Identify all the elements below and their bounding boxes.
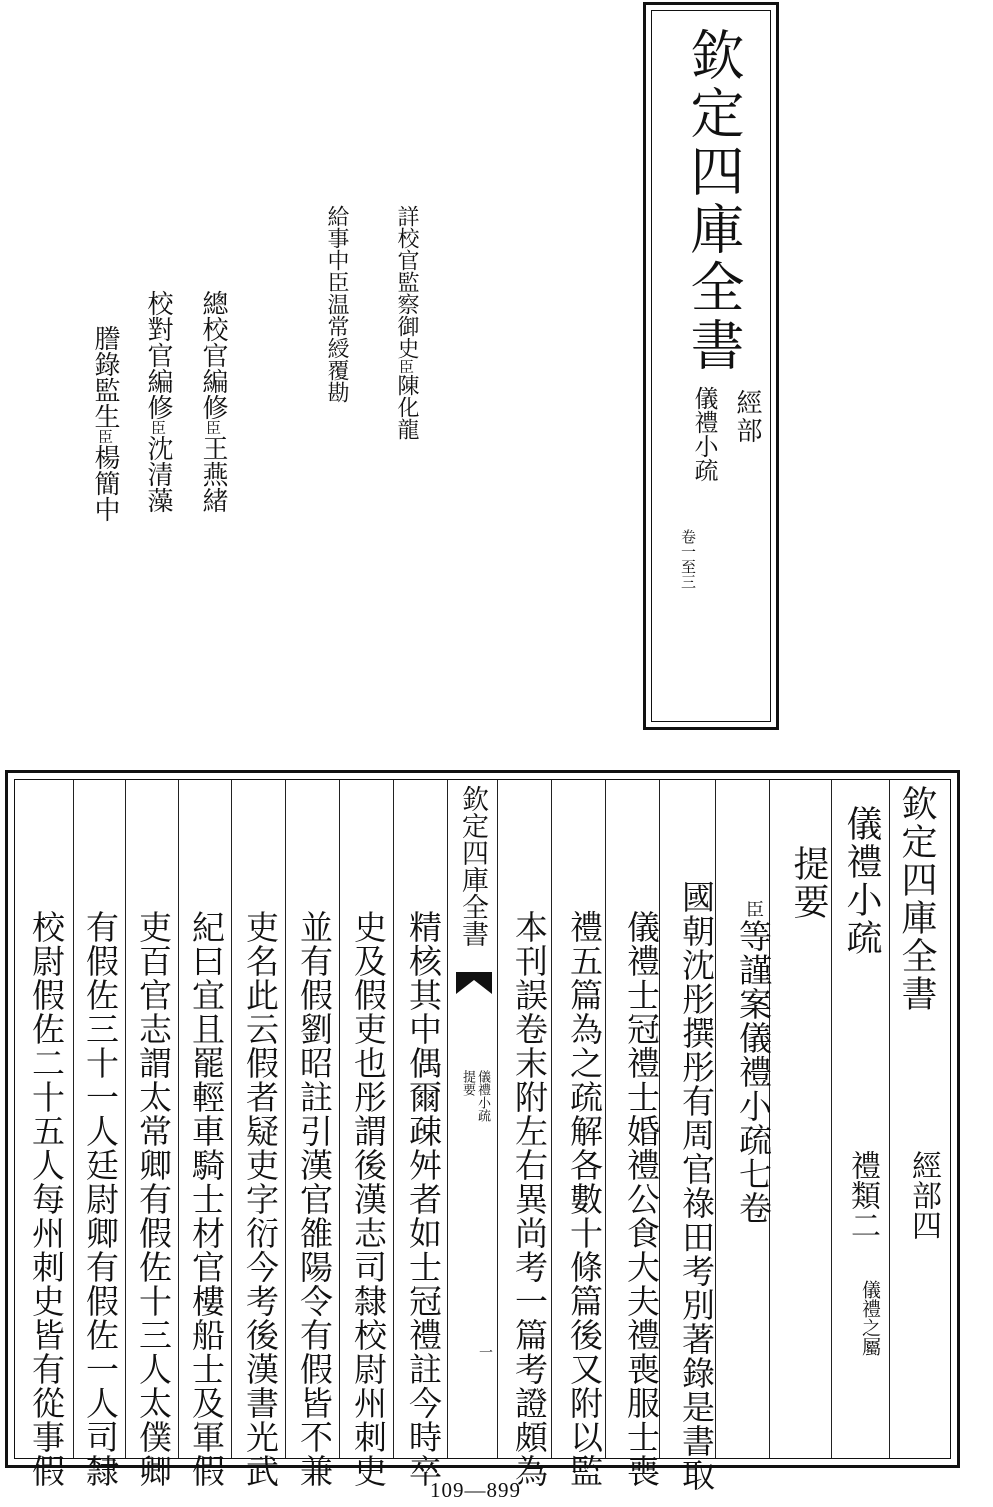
official-line-5: 謄錄監生臣楊簡中 bbox=[90, 325, 120, 522]
title-slip-inner-border bbox=[651, 10, 771, 722]
text-column: 吏名此云假者疑吏字衍今考後漢書光武 bbox=[241, 910, 280, 1488]
text-column: 吏百官志謂太常卿有假佐十三人太僕卿 bbox=[134, 910, 173, 1488]
official-line-2: 給事中臣温常綬覆勘 bbox=[324, 205, 349, 403]
text-column: 紀曰宜且罷輕車騎士材官樓船士及軍假 bbox=[187, 910, 226, 1488]
column-rule bbox=[497, 780, 498, 1458]
text-column: 本刊誤卷末附左右異尚考一篇考證頗為 bbox=[510, 910, 549, 1488]
text-column: 有假佐三十一人廷尉卿有假佐一人司隸 bbox=[81, 910, 120, 1488]
page-category: 禮類二 bbox=[845, 1150, 880, 1240]
column-rule bbox=[393, 780, 394, 1458]
column-rule bbox=[605, 780, 606, 1458]
text-column: 精核其中偶爾疎舛者如士冠禮註今時卒 bbox=[404, 910, 443, 1488]
fold-center-page-no: 一 bbox=[477, 1345, 493, 1359]
column-rule bbox=[339, 780, 340, 1458]
title-slip bbox=[643, 2, 779, 730]
fishtail-icon bbox=[456, 972, 492, 994]
page-book-title: 儀禮小疏 bbox=[841, 805, 882, 957]
text-column: 儀禮士冠禮士婚禮公食大夫禮喪服士喪 bbox=[622, 910, 661, 1488]
slip-category: 經部 bbox=[732, 389, 762, 445]
text-column: 史及假吏也彤謂後漢志司隸校尉州刺史 bbox=[349, 910, 388, 1488]
page-header-title: 欽定四庫全書 bbox=[896, 785, 937, 1013]
fold-center-section: 提要 bbox=[460, 1070, 475, 1096]
fold-center-title: 欽定四庫全書 bbox=[457, 785, 488, 947]
official-line-4: 校對官編修臣沈清藻 bbox=[143, 290, 173, 513]
column-rule bbox=[231, 780, 232, 1458]
column-rule bbox=[831, 780, 832, 1458]
slip-book-title: 儀禮小疏 bbox=[690, 386, 718, 482]
text-column: 禮五篇為之疏解各數十條篇後又附以監 bbox=[565, 910, 604, 1488]
slip-volume-note: 卷一至三 bbox=[679, 529, 697, 589]
memorial-line: 臣等謹案儀禮小疏七卷 bbox=[734, 900, 773, 1225]
folio-number: 109—899 bbox=[430, 1478, 521, 1502]
column-rule bbox=[447, 780, 448, 1458]
column-rule bbox=[889, 780, 890, 1458]
fold-center-fishtail bbox=[456, 972, 492, 994]
column-rule bbox=[178, 780, 179, 1458]
column-rule bbox=[125, 780, 126, 1458]
column-rule bbox=[73, 780, 74, 1458]
official-line-1: 詳校官監察御史臣陳化龍 bbox=[394, 205, 419, 440]
page-category-note: 儀禮之屬 bbox=[859, 1280, 881, 1356]
column-rule bbox=[551, 780, 552, 1458]
column-rule bbox=[285, 780, 286, 1458]
text-column: 並有假劉昭註引漢官雒陽令有假皆不兼 bbox=[295, 910, 334, 1488]
page-header-section: 經部四 bbox=[906, 1150, 941, 1240]
slip-main-title: 欽定四庫全書 bbox=[682, 27, 745, 375]
official-line-3: 總校官編修臣王燕緒 bbox=[198, 290, 228, 513]
fold-center-book: 儀禮小疏 bbox=[475, 1070, 490, 1122]
text-column: 校尉假佐二十五人每州刺史皆有從事假 bbox=[27, 910, 66, 1488]
page-tiyao-label: 提要 bbox=[788, 845, 829, 921]
text-column: 國朝沈彤撰彤有周官祿田考別著錄是書取 bbox=[677, 880, 716, 1492]
